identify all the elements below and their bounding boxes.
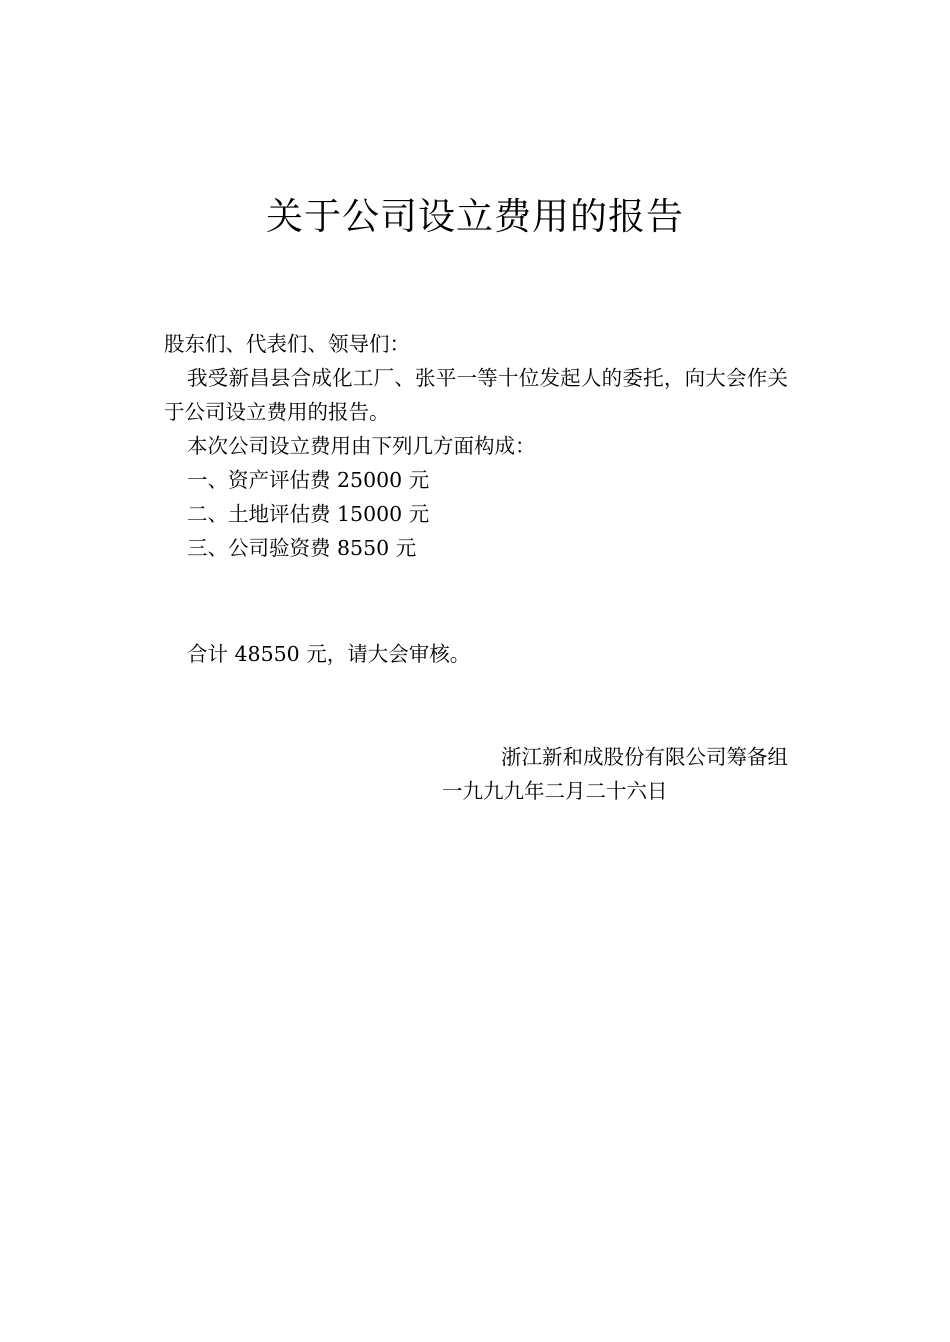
fee-item-asset-appraisal: 一、资产评估费 25000 元 [187, 468, 430, 492]
report-body [164, 327, 788, 565]
total-line: 合计 48550 元，请大会审核。 [187, 642, 471, 666]
intro-paragraph: 我受新昌县合成化工厂、张平一等十位发起人的委托，向大会作关于公司设立费用的报告。 [164, 366, 788, 424]
salutation: 股东们、代表们、领导们： [164, 332, 410, 356]
fee-item-land-appraisal: 二、土地评估费 15000 元 [187, 502, 430, 526]
sign-date: 一九九九年二月二十六日 [442, 779, 668, 803]
page-title: 关于公司设立费用的报告 [266, 195, 684, 238]
fee-item-capital-verification: 三、公司验资费 8550 元 [187, 536, 417, 560]
signer: 浙江新和成股份有限公司筹备组 [501, 745, 788, 769]
composition-intro: 本次公司设立费用由下列几方面构成： [187, 434, 536, 458]
